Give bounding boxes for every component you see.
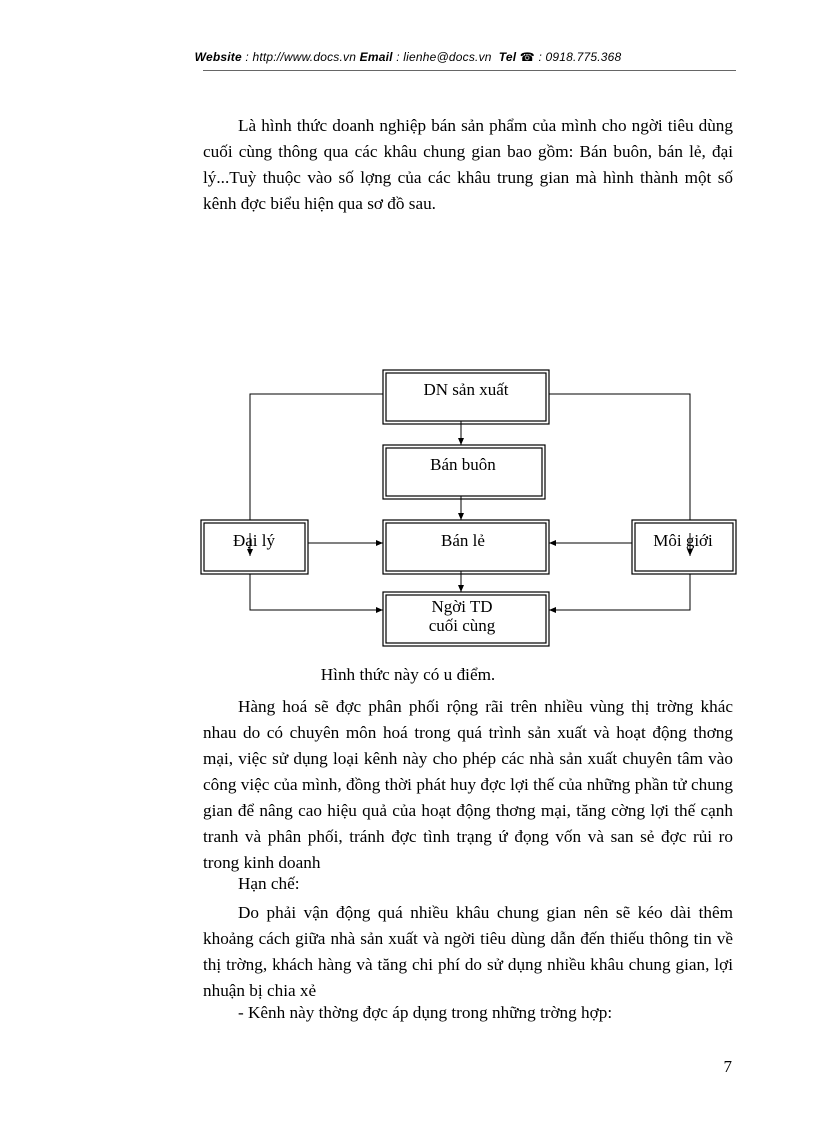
box-broker [632, 520, 736, 574]
box-consumer [383, 592, 549, 646]
box-wholesale [383, 445, 545, 499]
limitations-heading: Hạn chế: [238, 874, 300, 893]
box-retail [383, 520, 549, 574]
phone-icon: ☎ [519, 50, 535, 64]
retail-label: Bán lẻ [441, 531, 485, 550]
broker-label: Môi giới [653, 531, 713, 550]
consumer-label-line1: Ngời TD [431, 597, 493, 616]
box-producer [383, 370, 549, 424]
producer-label: DN sản xuất [423, 380, 509, 399]
advantages-paragraph: Hàng hoá sẽ đợc phân phối rộng rãi trên nhiều vùng thị trờng khác nhau do có chuyên môn hoá trong quá trình sản xuất và hoạt động thơng mại, việc sử dụng loại kênh này cho phép các nhà sản xuất chuyên tâm vào công việc của mình, đồng thời phát huy đợc lợi thế của những phần tử chung gian để nâng cao hiệu quả của hoạt động thơng mại, tăng cờng lợi thế cạnh tranh và phân phối, tránh đợc tình trạng ứ đọng vốn và san sẻ đợc rủi ro trong kinh doanh [203, 697, 733, 872]
applied-cases-line: - Kênh này thờng đợc áp dụng trong những trờng hợp: [238, 1003, 613, 1022]
tel-label: Tel [498, 50, 517, 64]
diagram-caption: Hình thức này có u điểm. [320, 665, 496, 684]
website-url[interactable]: http://www.docs.vn [252, 50, 357, 64]
wholesale-label: Bán buôn [430, 455, 496, 474]
agent-label: Đại lý [232, 531, 276, 550]
diagram-connectors [250, 394, 690, 610]
consumer-label-line2: cuối cùng [428, 616, 496, 635]
intro-paragraph: Là hình thức doanh nghiệp bán sản phẩm của mình cho ngời tiêu dùng cuối cùng thông qua các khâu chung gian bao gồm: Bán buôn, bán lẻ, đại lý...Tuỳ thuộc vào số lợng của các khâu trung gian mà hình thành một số kênh đợc biểu hiện qua sơ đồ sau. [203, 116, 733, 213]
box-agent [201, 520, 308, 574]
tel-value: 0918.775.368 [545, 50, 622, 64]
email-label: Email [359, 50, 393, 64]
email-value[interactable]: lienhe@docs.vn [403, 50, 492, 64]
page-number: 7 [723, 1057, 732, 1076]
limitations-paragraph: Do phải vận động quá nhiều khâu chung gian nên sẽ kéo dài thêm khoảng cách giữa nhà sản xuất và ngời tiêu dùng dẫn đến thiếu thông tin về thị trờng, khách hàng và tăng chi phí do sử dụng nhiều khâu chung gian, lợi nhuận bị chia xẻ [203, 903, 733, 1000]
page-header: Website : http://www.docs.vn Email : lienhe@docs.vn Tel ☎ : 0918.775.368 [194, 50, 622, 64]
website-label: Website [194, 50, 242, 64]
